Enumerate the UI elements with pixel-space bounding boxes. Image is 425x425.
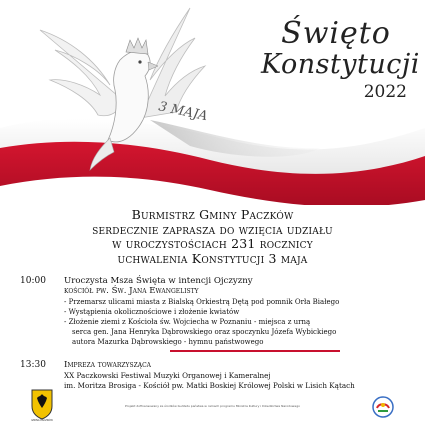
- invitation-text: [0, 208, 425, 266]
- title-line-2: Konstytucji: [261, 49, 420, 80]
- event-title-1: Uroczysta Msza Święta w intencji Ojczyzny: [64, 276, 253, 286]
- partner-logo-icon: [372, 396, 394, 418]
- coat-of-arms-icon: [30, 388, 54, 420]
- coat-of-arms-caption: GMINA PACZKÓW: [31, 419, 53, 422]
- detail-line: - Złożenie ziemi z Kościoła św. Wojciecha w Poznaniu - miejsca z urną: [64, 318, 311, 326]
- event-time: 10:00: [20, 276, 46, 286]
- detail-line: autora Mazurka Dąbrowskiego - hymnu państwowego: [72, 338, 264, 346]
- footer-fine-print: Projekt dofinansowany ze środków budżetu państwa w ramach programu Ministra Kultury i Dziedzictwa Narodowego: [125, 404, 300, 408]
- invitation-line: w uroczystościach 231 rocznicy: [112, 236, 313, 251]
- detail-line: im. Moritza Brosiga - Kościół pw. Matki Boskiej Królowej Polski w Lisich Kątach: [64, 381, 355, 390]
- event-title-2: Impreza towarzysząca: [64, 360, 152, 370]
- invitation-line: uchwalenia Konstytucji 3 maja: [117, 250, 308, 266]
- event-title: [261, 16, 420, 102]
- event-details: [64, 297, 339, 347]
- event-location: kościół pw. Św. Jana Ewangelisty: [64, 286, 199, 296]
- title-year: 2022: [363, 82, 407, 102]
- detail-line: serca gen. Jana Henryka Dąbrowskiego oraz spoczynku Józefa Wybickiego: [72, 328, 337, 336]
- event-time: 13:30: [20, 360, 46, 370]
- detail-line: - Wystąpienia okolicznościowe i złożenie kwiatów: [64, 308, 240, 316]
- detail-line: - Przemarsz ulicami miasta z Bialską Orkiestrą Dętą pod pomnik Orła Białego: [64, 298, 340, 306]
- hero-badge-text: 3 MAJA: [157, 99, 209, 125]
- invitation-line: serdecznie zaprasza do wzięcia udziału: [92, 221, 333, 237]
- detail-line: XX Paczkowski Festiwal Muzyki Organowej i Kameralnej: [64, 371, 271, 380]
- invitation-line: Burmistrz Gminy Paczków: [131, 207, 294, 222]
- polish-flag: [0, 119, 425, 205]
- title-line-1: Święto: [281, 16, 391, 51]
- section-divider: [170, 350, 340, 352]
- event-details: [64, 371, 355, 391]
